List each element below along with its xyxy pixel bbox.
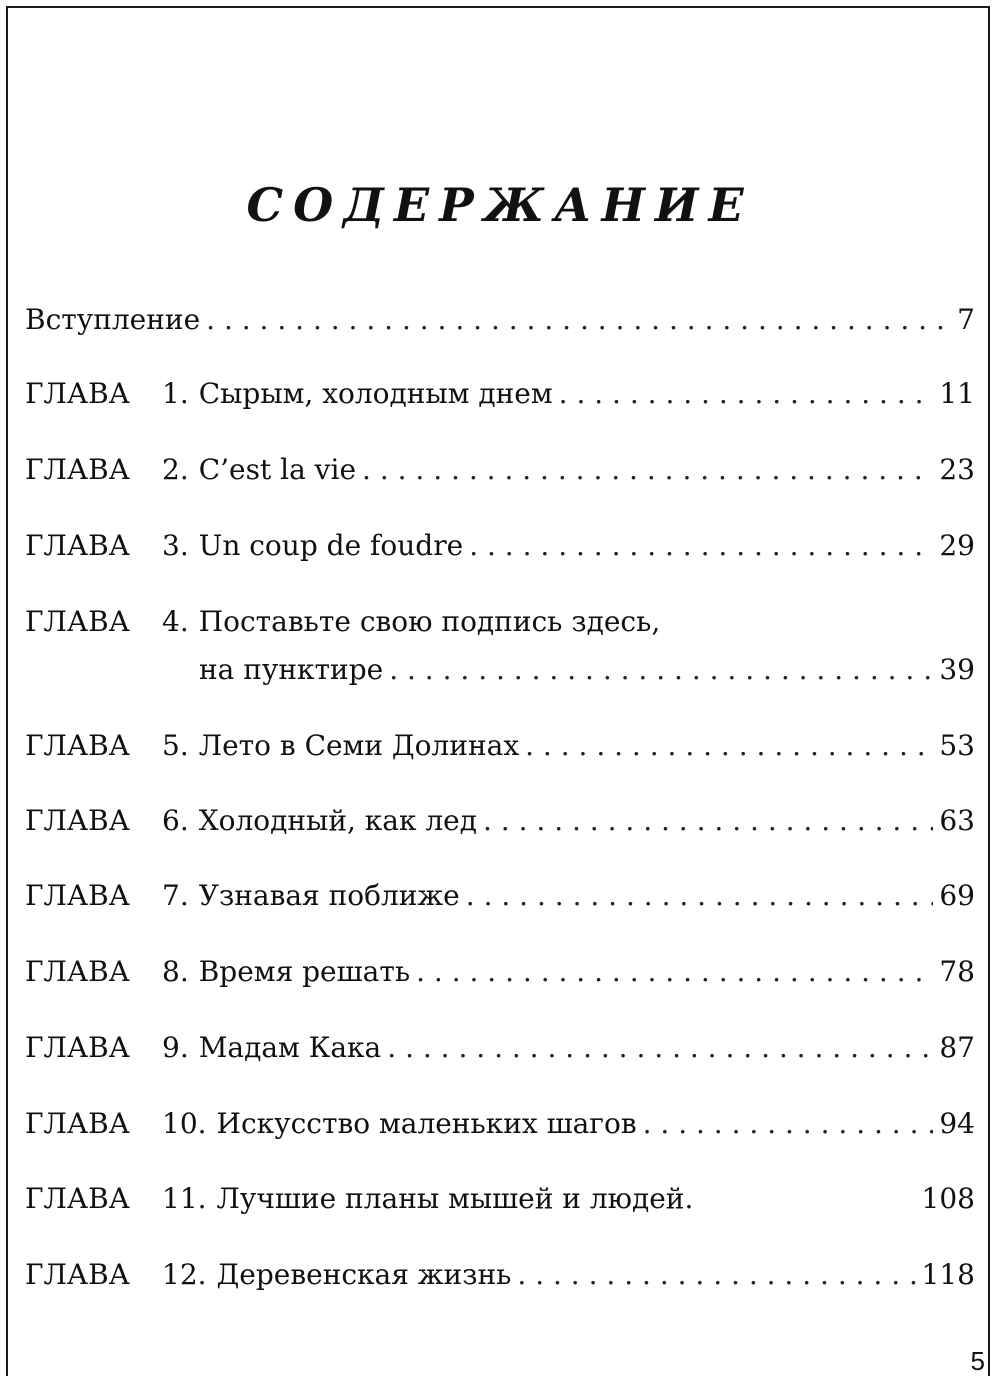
toc-entry-title-continued: на пунктире: [199, 653, 384, 686]
chapter-number: 2.: [162, 453, 189, 486]
toc-entry-page: 94: [939, 1107, 975, 1140]
toc-entry-title: Un coup de foudre: [198, 529, 464, 562]
dot-leader: [416, 952, 933, 992]
toc-entry-page: 118: [921, 1258, 975, 1291]
dot-leader: [389, 650, 933, 690]
chapter-label: ГЛАВА: [25, 1258, 130, 1291]
chapter-number: 12.: [162, 1258, 207, 1291]
dot-leader: [466, 876, 934, 916]
toc-entry-chapter-9[interactable]: [25, 1028, 975, 1068]
toc-entry-page: 87: [939, 1031, 975, 1064]
chapter-number: 6.: [162, 804, 189, 837]
toc-entry-page: 78: [939, 955, 975, 988]
toc-entry-chapter-4[interactable]: [25, 602, 975, 690]
chapter-label: ГЛАВА: [25, 955, 130, 988]
toc-entry-chapter-11[interactable]: [25, 1179, 975, 1219]
dot-leader: [362, 450, 933, 490]
toc-entry-page: 7: [957, 303, 975, 336]
chapter-label: ГЛАВА: [25, 1182, 130, 1215]
chapter-number: 1.: [162, 377, 189, 410]
page-title: СОДЕРЖАНИЕ: [246, 178, 754, 232]
toc-entry-chapter-7[interactable]: [25, 876, 975, 916]
chapter-number: 7.: [162, 879, 189, 912]
chapter-label: ГЛАВА: [25, 605, 130, 638]
dot-leader: [483, 801, 933, 841]
toc-entry-chapter-5[interactable]: [25, 726, 975, 766]
chapter-label: ГЛАВА: [25, 453, 130, 486]
chapter-number: 3.: [162, 529, 189, 562]
toc-entry-chapter-8[interactable]: [25, 952, 975, 992]
toc-entry-page: 39: [939, 653, 975, 686]
toc-entry-chapter-12[interactable]: [25, 1255, 975, 1295]
dot-leader: [559, 374, 934, 414]
toc-entry-page: 108: [921, 1182, 975, 1215]
chapter-label: ГЛАВА: [25, 729, 130, 762]
toc-entry-intro[interactable]: [25, 300, 975, 340]
dot-leader: [643, 1104, 934, 1144]
toc-entry-title: Время решать: [198, 955, 411, 988]
toc-entry-page: 63: [939, 804, 975, 837]
toc-entry-page: 29: [939, 529, 975, 562]
toc-entry-chapter-10[interactable]: [25, 1104, 975, 1144]
toc-entry-title: Холодный, как лед: [198, 804, 477, 837]
toc-entry-title: Лучшие планы мышей и людей.: [216, 1182, 694, 1215]
toc-entry-title: Искусство маленьких шагов: [216, 1107, 637, 1140]
chapter-label: ГЛАВА: [25, 529, 130, 562]
chapter-number: 9.: [162, 1031, 189, 1064]
toc-entry-chapter-1[interactable]: [25, 374, 975, 414]
toc-entry-title: Сырым, холодным днем: [198, 377, 553, 410]
chapter-number: 11.: [162, 1182, 207, 1215]
chapter-label: ГЛАВА: [25, 377, 130, 410]
toc-entry-title: Узнавая поближе: [198, 879, 460, 912]
chapter-label: ГЛАВА: [25, 804, 130, 837]
toc-entry-title: Вступление: [25, 303, 201, 336]
dot-leader: [387, 1028, 933, 1068]
chapter-number: 5.: [162, 729, 189, 762]
toc-entry-chapter-2[interactable]: [25, 450, 975, 490]
toc-entry-title: C’est la vie: [198, 453, 357, 486]
chapter-number: 8.: [162, 955, 189, 988]
toc-entry-title: Поставьте свою подпись здесь,: [198, 605, 661, 638]
toc-entry-page: 53: [939, 729, 975, 762]
chapter-label: ГЛАВА: [25, 879, 130, 912]
dot-leader: [525, 726, 933, 766]
toc-entry-page: 69: [939, 879, 975, 912]
chapter-number: 4.: [162, 605, 189, 638]
toc-entry-page: 11: [939, 377, 975, 410]
dot-leader: [517, 1255, 915, 1295]
chapter-number: 10.: [162, 1107, 207, 1140]
dot-leader: [469, 526, 933, 566]
chapter-label: ГЛАВА: [25, 1031, 130, 1064]
dot-leader: [206, 300, 951, 340]
toc-entry-title: Лето в Семи Долинах: [198, 729, 520, 762]
toc-entry-title: Деревенская жизнь: [216, 1258, 512, 1291]
page-number: 5: [970, 1346, 985, 1376]
toc-entry-chapter-6[interactable]: [25, 801, 975, 841]
chapter-label: ГЛАВА: [25, 1107, 130, 1140]
toc-entry-chapter-3[interactable]: [25, 526, 975, 566]
toc-entry-title: Мадам Кака: [198, 1031, 382, 1064]
toc-entry-page: 23: [939, 453, 975, 486]
